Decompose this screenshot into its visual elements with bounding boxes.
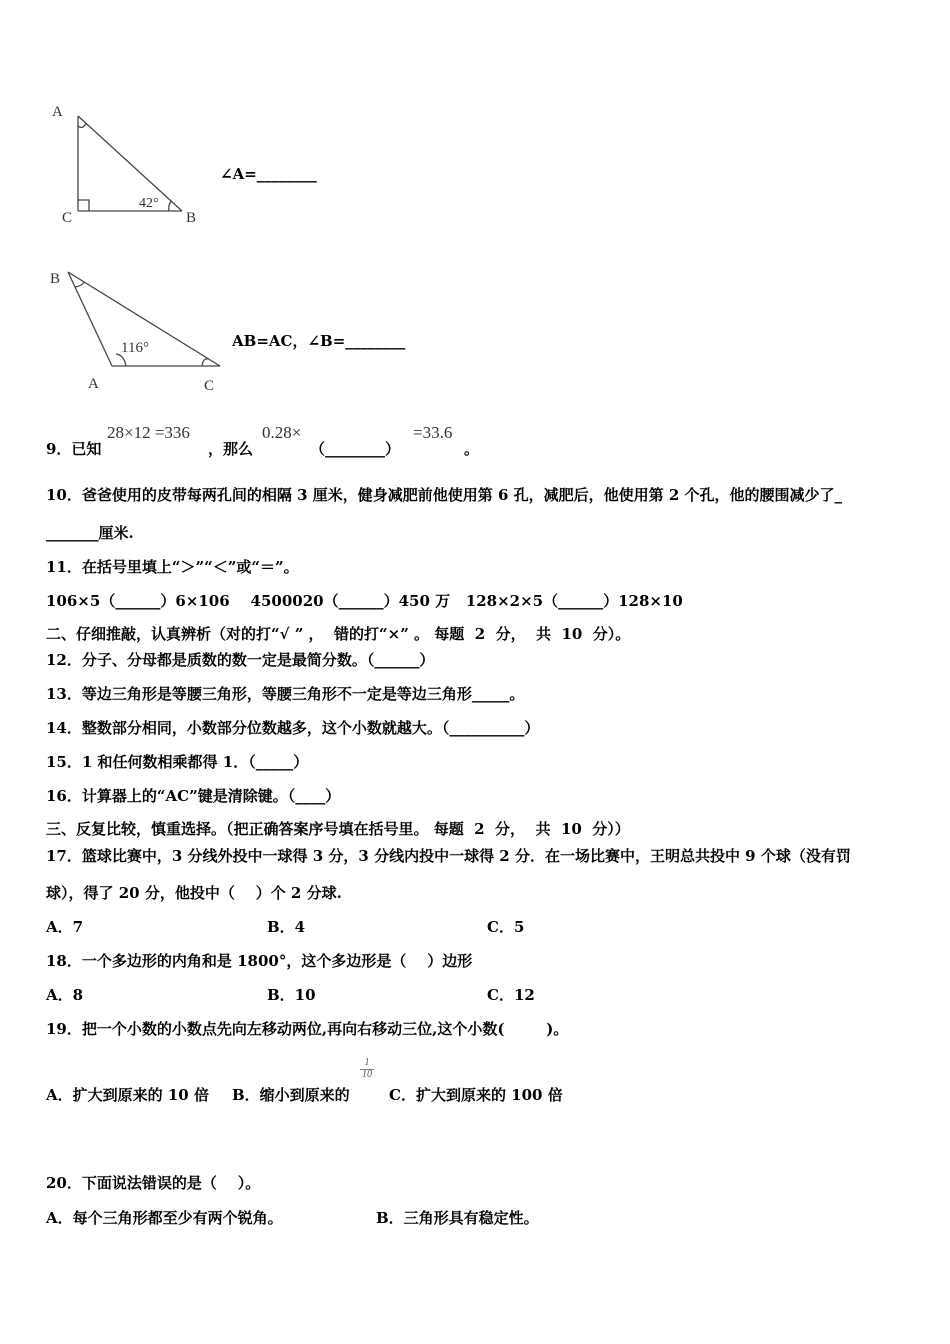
q17-option-c: C．5 (487, 918, 525, 936)
section-3-heading: 三、反复比较，慎重选择。（把正确答案序号填在括号里。 每题 2 分， 共 10 分）） (46, 820, 630, 838)
angle-b-arc (169, 201, 172, 211)
angle-c-arc (202, 359, 208, 366)
q13-text: 13．等边三角形是等腰三角形，等腰三角形不一定是等边三角形_____。 (46, 685, 525, 703)
q20-text: 20．下面说法错误的是（ ）。 (46, 1174, 261, 1192)
q12-text: 12．分子、分母都是质数的数一定是最简分数。（______） (46, 651, 435, 669)
q18-option-b: B．10 (267, 986, 316, 1004)
fig1-question: ∠A=________ (220, 165, 317, 183)
q19-text: 19．把一个小数的小数点先向左移动两位,再向右移动三位,这个小数( )。 (46, 1020, 569, 1038)
q9-equation-2: 0.28× (262, 423, 302, 442)
q18-option-c: C．12 (487, 986, 535, 1004)
q20-option-a: A．每个三角形都至少有两个锐角。 (46, 1209, 283, 1227)
fig2-question: AB=AC，∠B=________ (232, 332, 406, 350)
q19-option-b: B．缩小到原来的 (232, 1086, 350, 1104)
vertex-c-label: C (62, 210, 73, 226)
angle-b-arc (75, 282, 84, 287)
q9-equation-3: =33.6 (413, 423, 453, 442)
vertex-b-label: B (186, 210, 197, 226)
q14-text: 14．整数部分相同，小数部分位数越多，这个小数就越大。（__________） (46, 719, 540, 737)
section-2-heading: 二、仔细推敲，认真辨析（对的打“√ ” ， 错的打“×” 。 每题 2 分， 共 10 分）。 (46, 625, 631, 643)
q18-option-a: A．8 (46, 986, 84, 1004)
q10-line-2: _______厘米. (46, 524, 134, 542)
fraction-numerator: 1 (364, 1057, 370, 1068)
q11-items: 106×5（______）6×106 4500020（______）450 万 128×2×5（______）128×10 (46, 592, 683, 610)
vertex-a-label: A (52, 104, 63, 120)
q9-equation-1: 28×12 =336 (107, 423, 190, 442)
q17-line-2: 球），得了 20 分，他投中（ ）个 2 分球. (46, 884, 342, 902)
angle-b-value: 42° (139, 196, 159, 211)
side-ab (78, 116, 182, 211)
q9-connector: ，那么 (208, 440, 254, 458)
q15-text: 15．1 和任何数相乘都得 1．（_____） (46, 753, 309, 771)
q18-text: 18．一个多边形的内角和是 1800°，这个多边形是（ ）边形 (46, 952, 473, 970)
q19-fraction (358, 1058, 376, 1080)
q9-end: 。 (464, 440, 480, 458)
triangle-figure-1 (44, 96, 214, 228)
angle-a-value: 116° (121, 340, 149, 356)
q17-option-a: A．7 (46, 918, 84, 936)
fraction-denominator: 10 (362, 1069, 372, 1080)
angle-a-arc (78, 123, 86, 127)
q10-line-1: 10．爸爸使用的皮带每两孔间的相隔 3 厘米，健身减肥前他使用第 6 孔，减肥后，他使用第 2 个孔，他的腰围减少了_ (46, 486, 843, 504)
q16-text: 16．计算器上的“AC”键是清除键。（____） (46, 787, 341, 805)
vertex-a-label: A (88, 376, 99, 392)
vertex-c-label: C (204, 378, 215, 394)
q20-option-b: B．三角形具有稳定性。 (376, 1209, 539, 1227)
q11-text: 11．在括号里填上“＞”“＜”或“＝”。 (46, 558, 299, 576)
q17-option-b: B．4 (267, 918, 306, 936)
q19-option-a: A．扩大到原来的 10 倍 (46, 1086, 209, 1104)
q19-option-c: C．扩大到原来的 100 倍 (389, 1086, 563, 1104)
right-angle-mark (78, 200, 89, 211)
q9-prefix: 9．已知 (46, 440, 102, 458)
vertex-b-label: B (50, 271, 61, 287)
q9-blank: （________） (310, 440, 401, 458)
triangle-figure-2 (44, 262, 234, 397)
q17-line-1: 17．篮球比赛中，3 分线外投中一球得 3 分，3 分线内投中一球得 2 分．在一场比赛中，王明总共投中 9 个球（没有罚 (46, 847, 851, 865)
